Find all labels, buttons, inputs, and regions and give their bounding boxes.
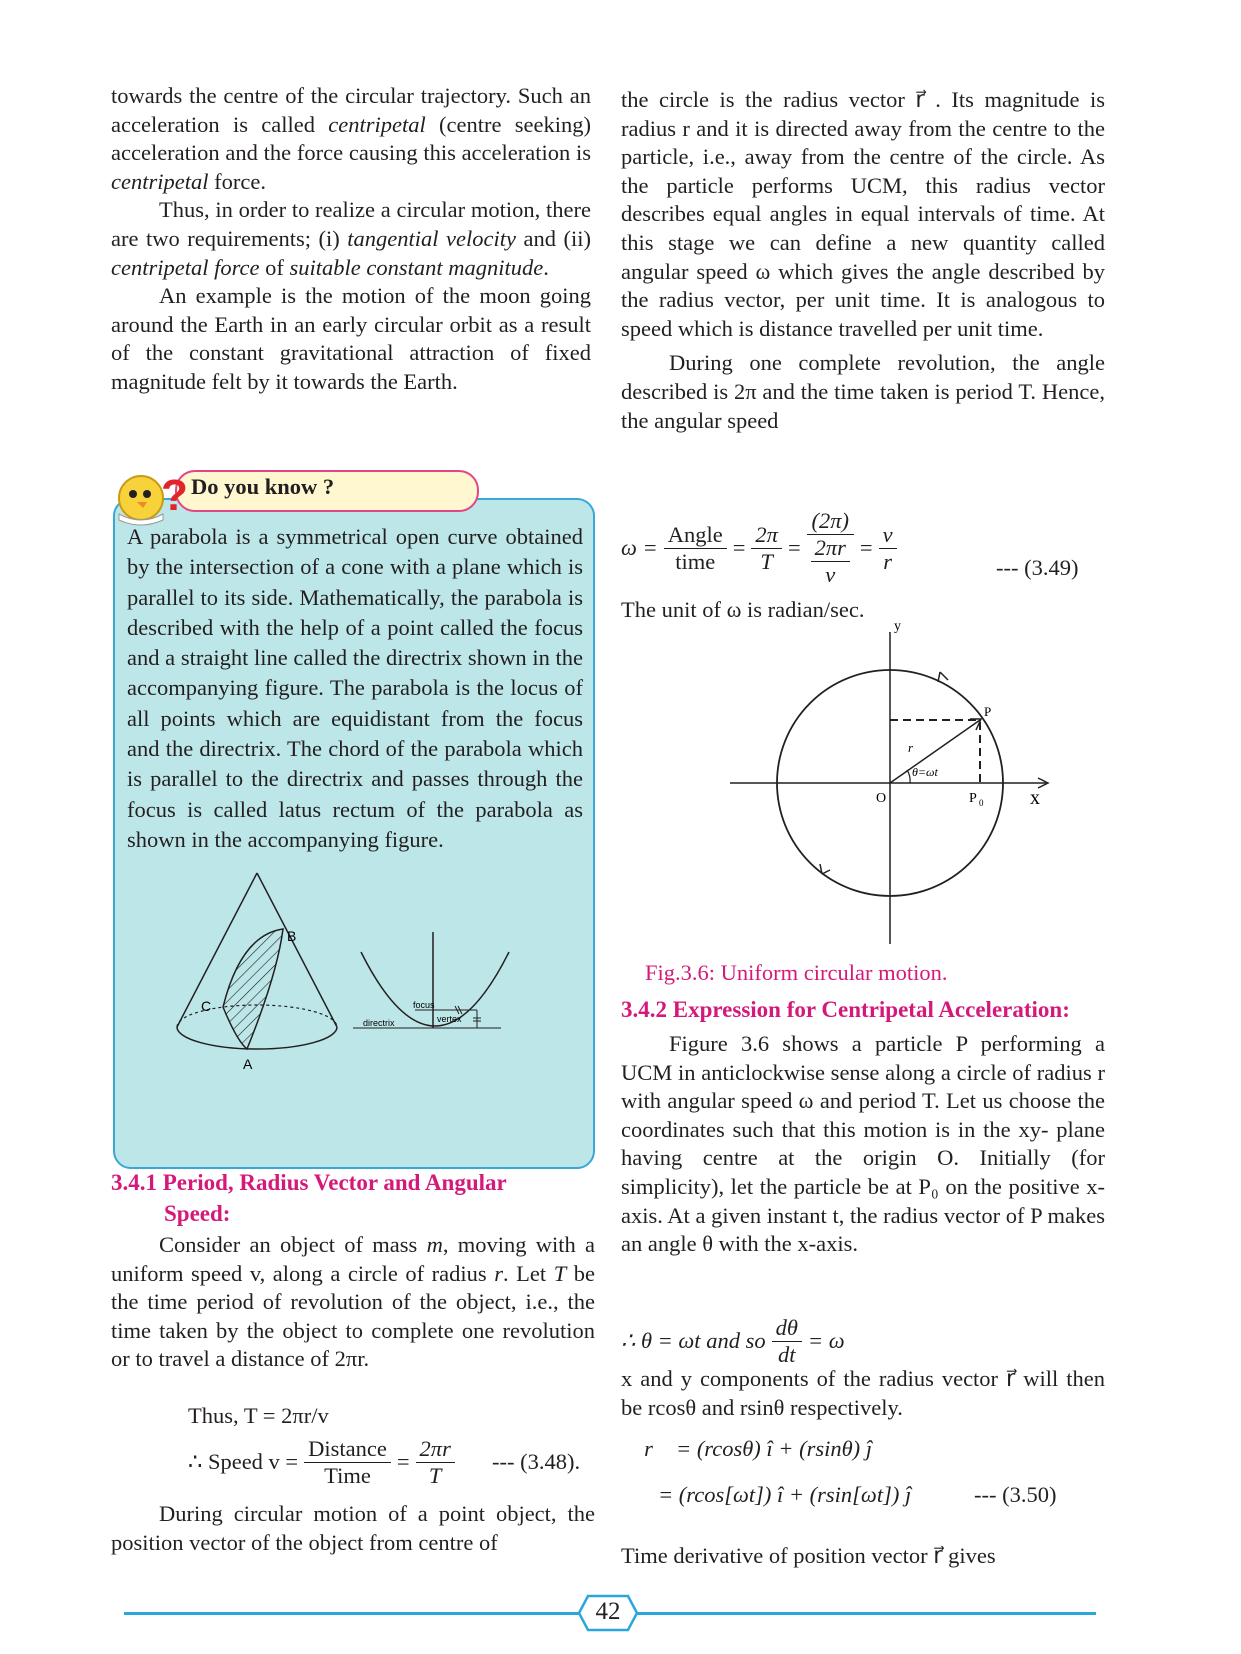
paragraph: During circular motion of a point object, the position vector of the object from centre of [111, 1501, 595, 1555]
label-vertex: vertex [437, 1014, 462, 1024]
equation-number: --- (3.49) [996, 555, 1079, 580]
speed-equation: ∴ Speed v = $\frac{\text{Distance}}{\text{Time}}$ = $\frac{2\pi r}{T}$ [188, 1428, 455, 1496]
label-x: x [1030, 787, 1040, 809]
vector-equation-1: ∴ r⃗ = (rcosθ) î + (rsinθ) ĵ [621, 1436, 873, 1461]
period-equation: Thus, T = 2πr/v [188, 1403, 329, 1428]
label-c: C [201, 998, 212, 1014]
label-focus: focus [413, 1000, 435, 1010]
label-y: y [894, 620, 901, 634]
paragraph: towards the centre of the circular trajectory. Such an acceleration is called centripetal (centre seeking) acceleration and the force causing this acceleration is centripetal force. [111, 83, 592, 194]
label-theta: θ=ωt [912, 765, 938, 779]
box-text: A parabola is a symmetrical open curve obtained by the intersection of a cone with a plane which is parallel to its side. Mathematically, the parabola is described with the help of a point called the focus and a straight line called the directrix shown in the accompanying figure. The parabola is the locus of all points which are equidistant from the focus and the directrix. The chord of the parabola which is parallel to the directrix and passes through the focus is called latus rectum of the parabola as shown in the accompanying figure. [127, 524, 583, 852]
section-heading: 3.4.2 Expression for Centripetal Acceleration: [621, 997, 1070, 1022]
label-b: B [287, 928, 297, 944]
label-p: P [984, 704, 992, 719]
omega-equation: ω = $\frac{\text{Angle}}{\text{time}}$ = $\frac{2\pi}{T}$ = $\frac{(2\pi)}{\frac{2\pi r}{v}}$ = $\frac{v}{r}$ [621, 500, 897, 596]
label-p0: P [969, 791, 977, 806]
fraction: $\frac{2\pi r}{T}$ [416, 1436, 455, 1489]
label-directrix: directrix [363, 1018, 395, 1028]
paragraph: the circle is the radius vector r⃗ . Its magnitude is radius r and it is directed away from the centre to the particle, i.e., away from the centre of the circle. As the particle performs UCM, this radius vector describes equal angles in equal intervals of time. At this stage we can define a new quantity called angular speed ω which gives the angle described by the radius vector, per unit time. It is analogous to speed which is distance travelled per unit time. [621, 87, 1105, 341]
eq-text: ∴ Speed v = [188, 1449, 299, 1474]
equation-number: --- (3.50) [974, 1482, 1057, 1507]
cone-figure [171, 865, 341, 1075]
paragraph: x and y components of the radius vector r⃗ will then be rcosθ and rsinθ respectively. [621, 1366, 1105, 1420]
right-column-body [621, 1030, 1105, 1259]
fraction: $\frac{v}{r}$ [879, 522, 897, 575]
paragraph: During one complete revolution, the angle described is 2π and the time taken is period T. Hence, the angular speed [621, 350, 1105, 433]
fraction: $\frac{\text{Angle}}{\text{time}}$ [664, 522, 727, 575]
unit-text: The unit of ω is radian/sec. [621, 597, 865, 622]
fraction: $\frac{(2\pi)}{\frac{2\pi r}{v}}$ [807, 508, 854, 588]
chick-mascot-icon [111, 464, 191, 526]
paragraph: Thus, in order to realize a circular motion, there are two requirements; (i) tangential velocity and (ii) centripetal force of suitable constant magnitude. [111, 197, 591, 280]
paragraph: An example is the motion of the moon going around the Earth in an early circular orbit as a result of the constant gravitational attraction of fixed magnitude felt by it towards the Earth. [111, 283, 591, 394]
fraction: $\frac{\text{Distance}}{\text{Time}}$ [304, 1436, 391, 1489]
fraction: $\frac{2\pi}{T}$ [751, 522, 782, 575]
paragraph: Consider an object of mass m, moving with a uniform speed v, along a circle of radius r. Let T be the time period of revolution of the object, i.e., the time taken by the object to complete one revolution or to travel a distance of 2πr. [111, 1232, 595, 1372]
fraction: $\frac{d\theta}{dt}$ [772, 1315, 802, 1368]
section-heading: 3.4.1 Period, Radius Vector and Angular [111, 1170, 507, 1195]
label-o: O [876, 791, 887, 806]
svg-text:?: ? [161, 471, 188, 520]
box-title: Do you know ? [191, 474, 335, 499]
paragraph: Time derivative of position vector r⃗ gives [621, 1543, 996, 1568]
figure-caption: Fig.3.6: Uniform circular motion. [645, 960, 948, 985]
label-p0-subscript: 0 [979, 798, 984, 808]
vector-equation-2: = (rcos[ωt]) î + (rsin[ωt]) ĵ [658, 1482, 912, 1507]
right-column-top [621, 86, 1105, 435]
section-341-text [111, 1231, 595, 1374]
parabola-figure [351, 930, 521, 1050]
page-number: 42 [595, 1598, 621, 1625]
equation-number: --- (3.48). [492, 1449, 581, 1474]
do-you-know-box [111, 470, 595, 1167]
paragraph: Figure 3.6 shows a particle P performing a UCM in anticlockwise sense along a circle of radius r with angular speed ω and period T. Let us choose the coordinates such that this motion is in the xy- plane having centre at the origin O. Initially (for simplicity), let the particle be at P₀ on the positive x-axis. At a given instant t, the radius vector of P makes an angle θ with the x-axis. [621, 1031, 1105, 1257]
label-a: A [243, 1056, 253, 1072]
circular-motion-figure [720, 620, 1060, 950]
theta-equation: ∴ θ = ωt and so $\frac{d\theta}{dt}$ = ω [621, 1314, 845, 1367]
section-heading-cont: Speed: [164, 1201, 231, 1226]
left-column [111, 82, 591, 397]
label-r: r⃗ [908, 740, 924, 755]
